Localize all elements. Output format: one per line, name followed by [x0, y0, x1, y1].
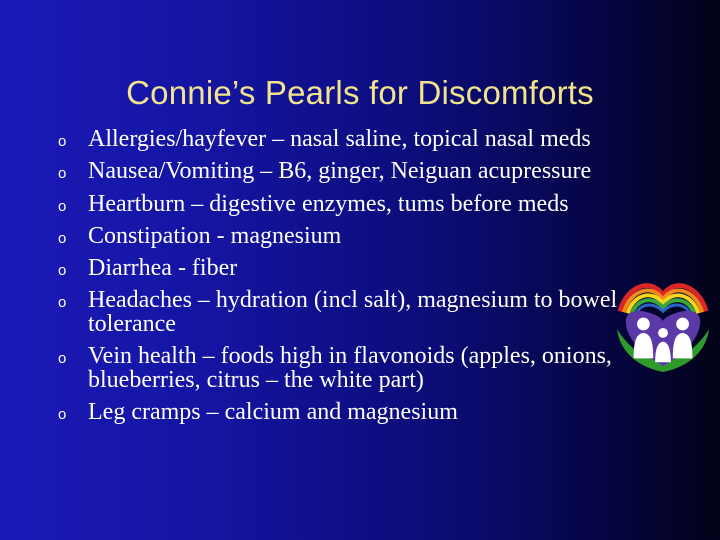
bullet-marker: o	[58, 133, 67, 150]
bullet-list	[58, 128, 658, 433]
bullet-marker: o	[58, 406, 67, 424]
list-item	[58, 257, 658, 281]
bullet-marker: o	[58, 350, 67, 368]
bullet-marker: o	[58, 229, 67, 247]
bullet-text: Nausea/Vomiting – B6, ginger, Neiguan acupressure	[88, 158, 592, 185]
list-item	[58, 160, 658, 184]
slide-title: Connie’s Pearls for Discomforts	[126, 74, 594, 111]
bullet-text: Allergies/hayfever – nasal saline, topical nasal meds	[88, 126, 591, 152]
bullet-text: Leg cramps – calcium and magnesium	[88, 399, 458, 426]
list-item	[58, 401, 658, 425]
list-item	[58, 128, 658, 152]
list-item	[58, 222, 658, 249]
bullet-text: Constipation - magnesium	[88, 222, 342, 249]
bullet-marker: o	[58, 197, 67, 215]
bullet-marker: o	[58, 294, 67, 312]
bullet-marker: o	[58, 165, 67, 183]
list-item	[58, 289, 658, 336]
list-item	[58, 345, 658, 392]
bullet-text: Vein health – foods high in flavonoids (apples, onions, blueberries, citrus – the white part)	[88, 343, 612, 393]
bullet-marker: o	[58, 262, 67, 280]
bullet-text: Diarrhea - fiber	[88, 255, 238, 282]
family-heart-logo-icon	[614, 278, 712, 374]
bullet-text: Heartburn – digestive enzymes, tums before meds	[88, 190, 569, 217]
bullet-text: Headaches – hydration (incl salt), magnesium to bowel tolerance	[88, 287, 618, 337]
list-item	[58, 190, 658, 217]
